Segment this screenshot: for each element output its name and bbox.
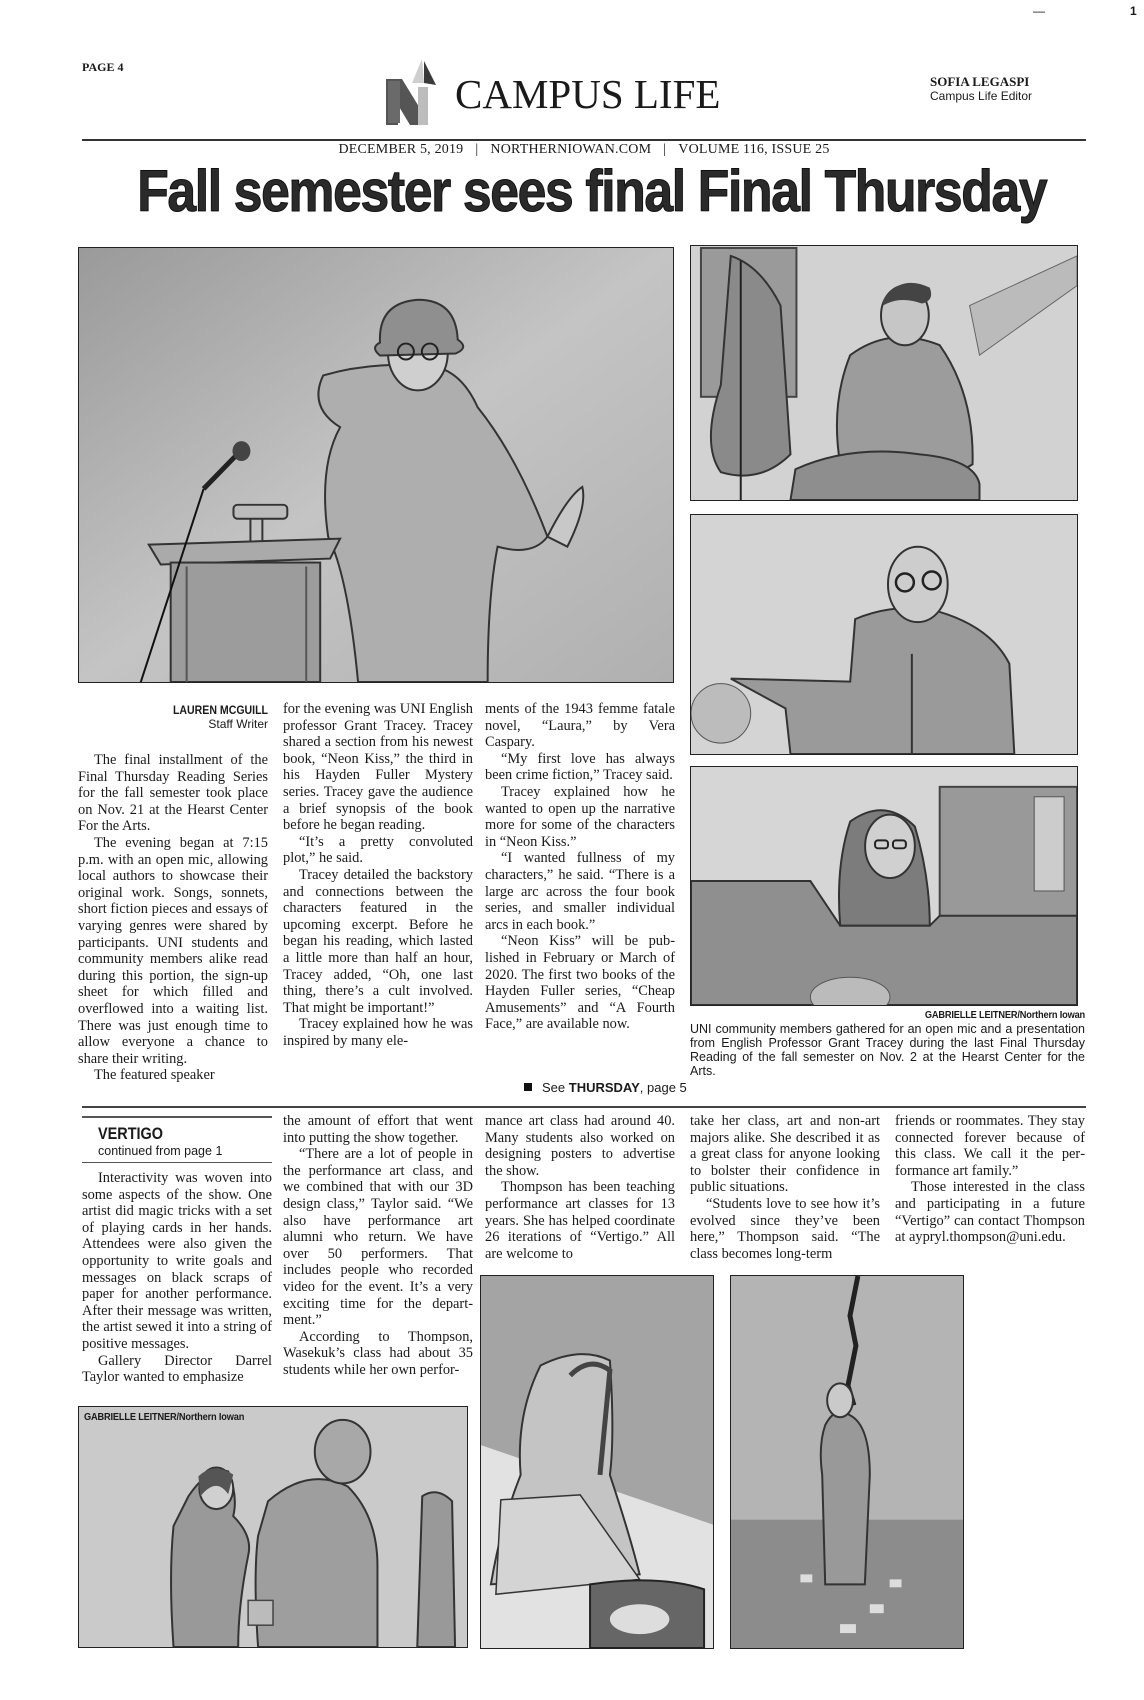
paragraph: ments of the 1943 femme fatale novel, “Laura,” by Vera Caspary. bbox=[485, 701, 675, 751]
lead-story-column-2 bbox=[283, 701, 473, 1049]
paragraph: “It’s a pretty convoluted plot,” he said. bbox=[283, 833, 473, 867]
corner-dash: — bbox=[1033, 4, 1045, 18]
page-number: PAGE 4 bbox=[82, 60, 124, 74]
byline-role: Staff Writer bbox=[208, 717, 268, 731]
paragraph: According to Thompson, Wasekuk’s class had about 35 students while her own perfor- bbox=[283, 1328, 473, 1378]
photo-card-magician bbox=[78, 1406, 468, 1648]
kicker-rule-bottom bbox=[82, 1162, 272, 1164]
photo-kneeling-performer bbox=[480, 1275, 714, 1649]
paragraph: “I wanted fullness of my characters,” he said. “There is a large arc across the four book series, and smaller individual arcs in each book.” bbox=[485, 850, 675, 933]
vertigo-column-5 bbox=[895, 1113, 1085, 1246]
northern-iowan-logo-icon bbox=[384, 57, 454, 127]
photo-caption-right: UNI community members gathered for an open mic and a presentation from English Professor Grant Tracey during the last Final Thursday Reading of the fall semester on Nov. 2 at the Hearst Center for the Arts. bbox=[690, 1022, 1085, 1078]
jump-link-thursday[interactable] bbox=[524, 1080, 687, 1095]
paragraph: Tracey explained how he was inspired by many ele- bbox=[283, 1016, 473, 1049]
corner-number: 1 bbox=[1130, 4, 1137, 18]
dateline bbox=[82, 142, 1086, 158]
dateline-separator: | bbox=[475, 142, 479, 157]
vertigo-column-2 bbox=[283, 1113, 473, 1379]
kicker-title: VERTIGO bbox=[98, 1123, 164, 1143]
paragraph: for the evening was UNI English professor Grant Tracey. Tracey shared a section from his newest book, “Neon Kiss,” the third in his Hayden Fuller Mystery series. Tracey gave the audience a brief synopsis of the book before he began reading. bbox=[283, 701, 473, 834]
section-title: CAMPUS LIFE bbox=[455, 71, 721, 117]
paragraph: take her class, art and non-art majors alike. She described it as a great class for anyone looking to bolster their confidence in public situations. bbox=[690, 1113, 880, 1196]
volume-issue: VOLUME 116, ISSUE 25 bbox=[678, 142, 830, 157]
paragraph: “Neon Kiss” will be published in February or March of 2020. The first two books of the Hayden Fuller series, “Cheap Amusements” and “A Fourth Face,” are available now. bbox=[485, 933, 675, 1033]
jump-suffix: , page 5 bbox=[639, 1080, 687, 1095]
vertigo-column-3 bbox=[485, 1113, 675, 1262]
paragraph: “Students love to see how it’s evolved since they’ve been here,” Thompson said. “The class becomes long-term bbox=[690, 1195, 880, 1262]
kicker-subtitle: continued from page 1 bbox=[98, 1143, 223, 1158]
editor-name: SOFIA LEGASPI bbox=[930, 74, 1030, 89]
paragraph: Gallery Director Darrel Taylor wanted to emphasize bbox=[82, 1352, 272, 1386]
paragraph: the amount of effort that went into putting the show together. bbox=[283, 1113, 473, 1146]
issue-date: DECEMBER 5, 2019 bbox=[338, 142, 464, 157]
section-divider bbox=[82, 1106, 1086, 1108]
bullet-square-icon bbox=[524, 1083, 532, 1091]
paragraph: The final installment of the Final Thursday Reading Series for the fall semester took place on Nov. 21 at the Hearst Center For the Arts. bbox=[78, 752, 268, 835]
photo-credit-right: GABRIELLE LEITNER/Northern Iowan bbox=[924, 1009, 1085, 1021]
kneeling-performer-photo-image bbox=[481, 1276, 713, 1648]
card-magician-photo-image bbox=[79, 1407, 467, 1647]
vertigo-kicker bbox=[82, 1116, 272, 1163]
paragraph: “My first love has always been crime fiction,” Tracey said. bbox=[485, 750, 675, 784]
guitarist-photo-image bbox=[691, 246, 1077, 500]
paragraph: friends or roommates. They stay connected forever because of this class. We call it the performance art family.” bbox=[895, 1113, 1085, 1179]
reader-man-photo-image bbox=[691, 515, 1077, 754]
paragraph: Interactivity was woven into some aspects of the show. One artist did magic tricks with a set of playing cards in her hands. Attendees were also given the opportunity to write goals and messages on black scraps of paper for another performance. After their message was written, the artist sewed it into a string of positive messages. bbox=[82, 1170, 272, 1352]
jump-keyword: THURSDAY bbox=[568, 1080, 640, 1095]
vertigo-column-1 bbox=[82, 1170, 272, 1386]
photo-reader-woman bbox=[690, 766, 1078, 1006]
editor-role: Campus Life Editor bbox=[930, 89, 1033, 103]
speaker-photo-image bbox=[79, 248, 673, 682]
paragraph: Tracey explained how he wanted to open up the narrative more for some of the characters in “Neon Kiss.” bbox=[485, 783, 675, 850]
lead-story-column-1 bbox=[78, 752, 268, 1084]
jump-prefix: See bbox=[542, 1080, 566, 1095]
paragraph: mance art class had around 40. Many students also worked on designing posters to advertise the show. bbox=[485, 1113, 675, 1179]
byline bbox=[78, 703, 268, 741]
dateline-separator: | bbox=[663, 142, 667, 157]
reader-woman-photo-image bbox=[691, 767, 1077, 1005]
photo-guitarist bbox=[690, 245, 1078, 501]
byline-name: LAUREN MCGUILL bbox=[172, 703, 268, 717]
paragraph: “There are a lot of people in the performance art class, and we combined that with our 3D design class,” Taylor said. “We also have performance art alumni who return. We have over 50 performers. That includes people who recorded video for the event. It’s a very exciting time for the department.” bbox=[283, 1146, 473, 1329]
vertigo-column-4 bbox=[690, 1113, 880, 1262]
paragraph: Those interested in the class and participating in a future “Vertigo” can contact Thompson at aypryl.thompson@uni.edu. bbox=[895, 1179, 1085, 1246]
masthead-rule bbox=[82, 139, 1086, 141]
photo-main-speaker bbox=[78, 247, 674, 683]
standing-performer-photo-image bbox=[731, 1276, 963, 1648]
paragraph: The featured speaker bbox=[94, 1067, 215, 1084]
website-link[interactable]: NORTHERNIOWAN.COM bbox=[490, 142, 652, 157]
photo-credit-bottom-left: GABRIELLE LEITNER/Northern Iowan bbox=[84, 1411, 245, 1423]
headline: Fall semester sees final Final Thursday bbox=[137, 159, 1047, 224]
paragraph: The evening began at 7:15 p.m. with an open mic, allowing local authors to showcase their original work. Songs, sonnets, short fiction pieces and essays of varying genres were shared by participants. UNI students and community members alike read during this portion, the sign-up sheet for which filled and overflowed into a waiting list. There was just enough time to allow everyone a chance to share their writing. bbox=[78, 834, 268, 1067]
paragraph: Tracey detailed the backstory and connections between the characters featured in the upcoming excerpt. Before he began his reading, which lasted a little more than half an hour, Tracey added, “Oh, one last thing, there’s a cult involved. That might be important!” bbox=[283, 866, 473, 1016]
paragraph: Thompson has been teaching performance art classes for 13 years. She has helped coordinate 26 iterations of “Vertigo.” All are welcome to bbox=[485, 1179, 675, 1262]
lead-story-column-3 bbox=[485, 701, 675, 1033]
photo-standing-performer bbox=[730, 1275, 964, 1649]
photo-reader-man bbox=[690, 514, 1078, 755]
